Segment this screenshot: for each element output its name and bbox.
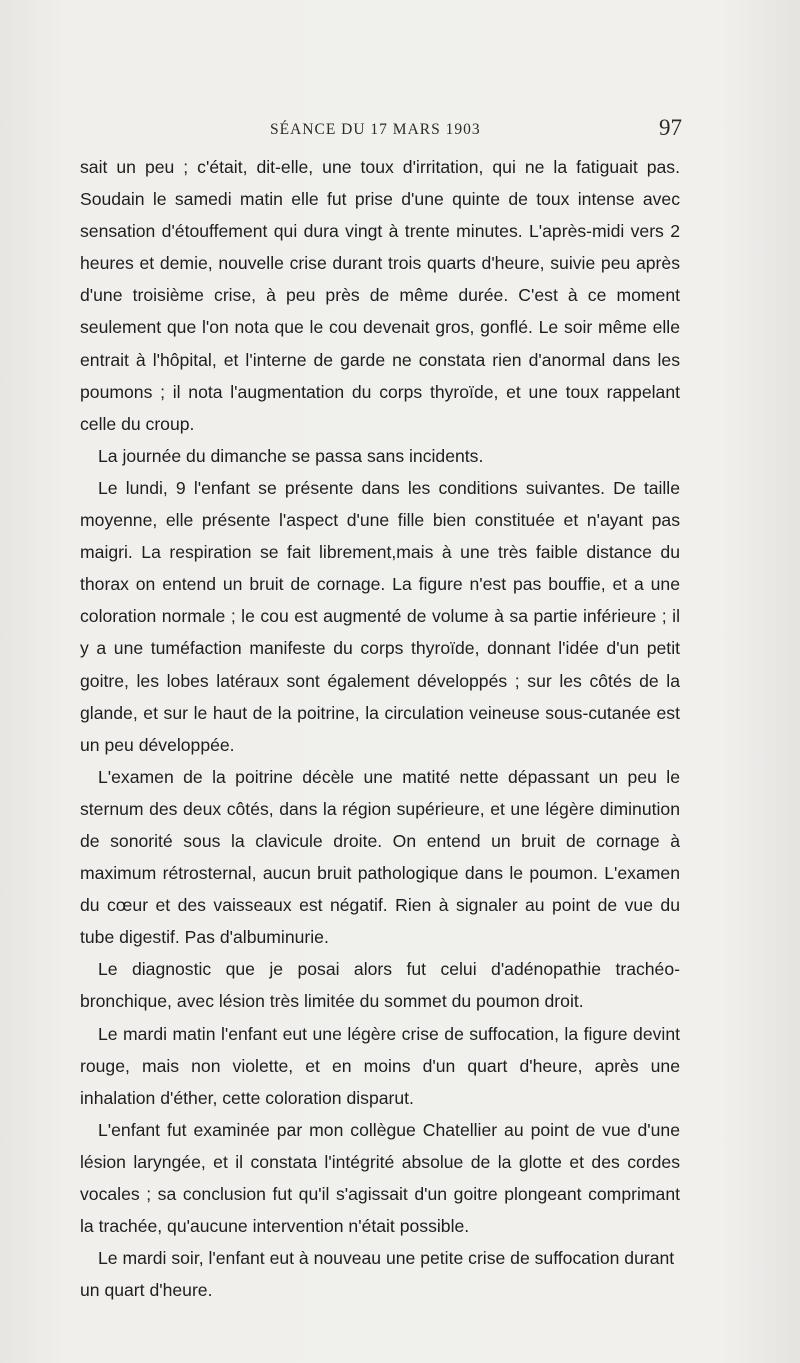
paragraph: Le mardi matin l'enfant eut une légère crise de suffocation, la figure devint rouge, mais non violette, et en moins d'un quart d'heure, après une inhalation d'éther, cette coloration disparut. xyxy=(80,1023,680,1108)
paragraph: Le diagnostic que je posai alors fut celui d'adénopathie trachéo-bronchique, avec lésion très limitée du sommet du poumon droit. xyxy=(80,959,680,1012)
running-head: SÉANCE DU 17 MARS 1903 xyxy=(270,121,481,138)
paragraph: sait un peu ; c'était, dit-elle, une toux d'irritation, qui ne la fatiguait pas. Soudain le samedi matin elle fut prise d'une quinte de toux intense avec sensation d'étouffement qui dura vingt à trente minutes. L'après-midi vers 2 heures et demie, nouvelle crise durant trois quarts d'heure, suivie peu après d'une troisième crise, à peu près de même durée. C'est à ce moment seulement que l'on nota que le cou devenait gros, gonflé. Le soir même elle entrait à l'hôpital, et l'interne de garde ne constata rien d'anormal dans les poumons ; il nota l'augmentation du corps thyroïde, et une toux rappelant celle du croup. xyxy=(80,157,680,434)
paragraph: Le mardi soir, l'enfant eut à nouveau une petite crise de suffocation durant un quart d'heure. xyxy=(80,1248,675,1301)
paragraph: L'enfant fut examinée par mon collègue Chatellier au point de vue d'une lésion laryngée, et il constata l'intégrité absolue de la glotte et des cordes vocales ; sa conclusion fut qu'il s'agissait d'un goitre plongeant comprimant la trachée, qu'aucune intervention n'était possible. xyxy=(80,1119,680,1237)
paragraph: Le lundi, 9 l'enfant se présente dans les conditions suivantes. De taille moyenne, elle présente l'aspect d'une fille bien constituée et n'ayant pas maigri. La respiration se fait librement,mais à une très faible distance du thorax on entend un bruit de cornage. La figure n'est pas bouffie, et a une coloration normale ; le cou est augmenté de volume à sa partie inférieure ; il y a une tuméfaction manifeste du corps thyroïde, donnant l'idée d'un petit goitre, les lobes latéraux sont également développés ; sur les côtés de la glande, et sur le haut de la poitrine, la circulation veineuse sous-cutanée est un peu développée. xyxy=(80,477,680,755)
body-text xyxy=(80,151,680,1306)
paragraph: La journée du dimanche se passa sans incidents. xyxy=(98,445,484,466)
page-number: 97 xyxy=(659,115,682,140)
paragraph: L'examen de la poitrine décèle une matité nette dépassant un peu le sternum des deux côtés, dans la région supérieure, et une légère diminution de sonorité sous la clavicule droite. On entend un bruit de cornage à maximum rétrosternal, aucun bruit pathologique dans le poumon. L'examen du cœur et des vaisseaux est négatif. Rien à signaler au point de vue du tube digestif. Pas d'albuminurie. xyxy=(80,766,680,948)
page-header xyxy=(80,115,682,144)
